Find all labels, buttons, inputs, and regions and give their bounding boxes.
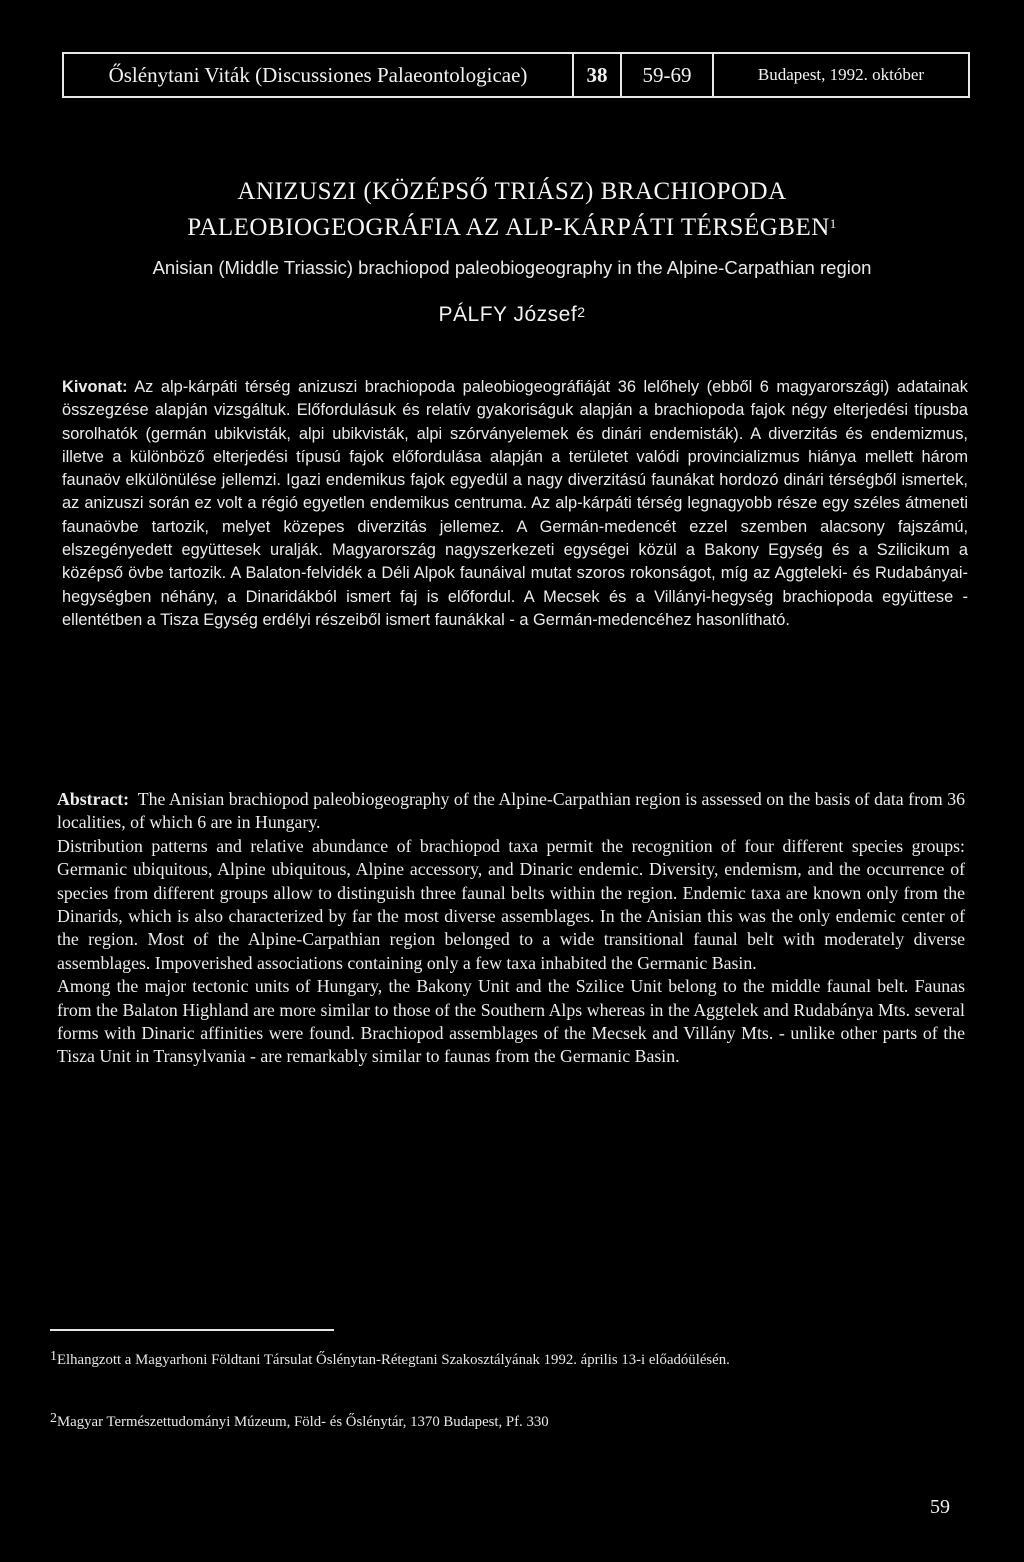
english-abstract [57,788,965,1069]
author-footnote-mark[interactable]: 2 [577,304,586,320]
footnote-1-mark: 1 [50,1349,57,1364]
title-footnote-mark[interactable]: 1 [829,216,837,231]
place-date: Budapest, 1992. október [757,65,925,84]
footnote-1 [50,1346,930,1374]
author-name: PÁLFY József [438,303,578,326]
kivonat-text: Az alp-kárpáti térség anizuszi brachiopoda paleobiogeográfiáját 36 lelőhely (ebből 6 magyarországi) adatainak összegzése alapján vizsgáltuk. Előfordulásuk és relatív gyakoriságuk alapján a brachiopoda fajok négy elterjedési típusba sorolhatók (germán ubikvisták, alpi ubikvisták, alpi szórványelemek és dinári endemisták). A diverzitás és endemizmus, illetve a különböző elterjedési típusú fajok előfordulása alapján a területet valódi provincializmus hiánya mellett három faunaöv elkülönülése jellemzi. Igazi endemikus fajok egyedül a nagy diverzitású faunákat hordozó dinári térségből ismertek, az anizuszi során ez volt a régió egyetlen endemikus centruma. Az alp-kárpáti térség legnagyobb része egy széles átmeneti faunaövbe tartozik, melyet közepes diverzitás jellemez. A Germán-medencét ezzel szemben alacsony fajszámú, elszegényedett együttesek uralják. Magyarország nagyszerkezeti egységei közül a Bakony Egység és a Szilicikum a középső övbe tartozik. A Balaton-felvidék a Déli Alpok faunáival mutat szoros rokonságot, míg az Aggteleki- és Rudabányai-hegységben néhány, a Dinaridákból ismert faj is előfordul. A Mecsek és a Villányi-hegység brachiopoda együttese - ellentétben a Tisza Egység erdélyi részeiből ismert faunákkal - a Germán-medencéhez hasonlítható. [62,378,968,629]
title-line-1: ANIZUSZI (KÖZÉPSŐ TRIÁSZ) BRACHIOPODA [237,178,787,205]
volume-number: 38 [574,54,622,96]
kivonat-label: Kivonat: [62,378,128,396]
page-range: 59-69 [622,54,714,96]
footnote-1-text: Elhangzott a Magyarhoni Földtani Társulat Őslénytan-Rétegtani Szakosztályának 1992. április 13-i előadóülésén. [57,1352,730,1368]
footnote-2-mark: 2 [50,1411,57,1426]
author [0,303,1024,327]
title-line-2-text: PALEOBIOGEOGRÁFIA AZ ALP-KÁRPÁTI TÉRSÉGBEN [187,214,830,241]
abstract-paragraph-3: Among the major tectonic units of Hungary, the Bakony Unit and the Szilice Unit belong to the middle faunal belt. Faunas from the Balaton Highland are more similar to those of the Southern Alps whereas in the Aggtelek and Rudabánya Mts. several forms with Dinaric affinities were found. Brachiopod assemblages of the Mecsek and Villány Mts. - unlike other parts of the Tisza Unit in Transylvania - are remarkably similar to faunas from the Germanic Basin. [57,976,965,1067]
footnote-divider [50,1329,334,1331]
english-title: Anisian (Middle Triassic) brachiopod paleobiogeography in the Alpine-Carpathian region [152,257,872,278]
footnote-2-text: Magyar Természettudományi Múzeum, Föld- és Őslénytár, 1370 Budapest, Pf. 330 [57,1414,549,1430]
title-line-2 [0,214,1024,242]
footnote-2 [50,1408,930,1436]
abstract-paragraph-1: The Anisian brachiopod paleobiogeography of the Alpine-Carpathian region is assessed on the basis of data from 36 localities, of which 6 are in Hungary. [57,789,965,833]
hungarian-abstract [62,376,968,632]
journal-name: Őslénytani Viták (Discussiones Palaeontologicae) [64,54,574,96]
journal-header [62,52,970,98]
abstract-label: Abstract: [57,789,130,809]
abstract-paragraph-2: Distribution patterns and relative abundance of brachiopod taxa permit the recognition of four different species groups: Germanic ubiquitous, Alpine ubiquitous, Alpine accessory, and Dinaric endemic. Diversity, endemism, and the occurrence of species from different groups allow to distinguish three faunal belts within the region. Endemic taxa are known only from the Dinarids, which is also characterized by far the most diverse assemblages. In the Anisian this was the only endemic center of the region. Most of the Alpine-Carpathian region belonged to a wide transitional faunal belt with moderately diverse assemblages. Impoverished associations containing only a few taxa inhabited the Germanic Basin. [57,835,965,973]
page-number: 59 [930,1496,950,1518]
